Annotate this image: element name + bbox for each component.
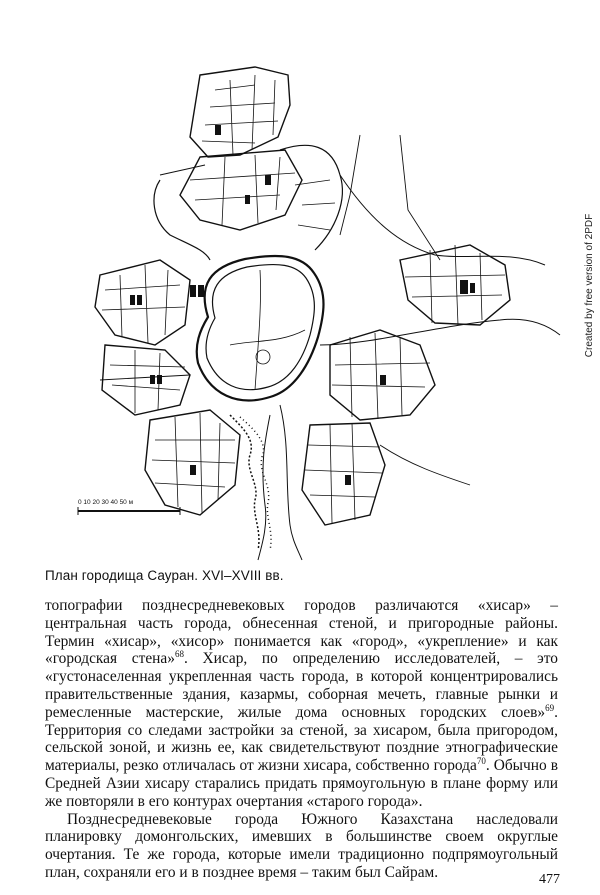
watermark: Created by free version of 2PDF <box>584 213 596 357</box>
paragraph-2: Позднесредневековые города Южного Казахстана наследовали планировку домонгольских, имевших в большинстве своем округлые очертания. Те же города, которые имели традиционно подпрямоугольный план, сохраняли его и в позднее время – таким был Сайрам. <box>45 810 558 881</box>
scale-bar <box>78 499 180 515</box>
footnote-ref-69[interactable]: 69 <box>545 702 555 713</box>
body-text <box>45 597 558 882</box>
scale-label: 0 10 20 30 40 50 м <box>78 499 134 506</box>
footnote-ref-70[interactable]: 70 <box>476 756 486 767</box>
figure-caption: План городища Сауран. XVI–XVIII вв. <box>45 568 284 583</box>
footnote-ref-68[interactable]: 68 <box>174 649 184 660</box>
ravine <box>230 415 259 550</box>
city-plan-map <box>40 45 570 565</box>
paragraph-1: топографии позднесредневековых городов различаются «хисар» – центральная часть города, обнесенная стеной, и пригородные районы. Термин «хисар», «хисор» понимается как «город», «укрепление» и как «городская стена»$^{68}$. Хисар, по определению исследователей, – это «густонаселенная укрепленная часть города, в которой концентрировались правительственные здания, казармы, соборная мечеть, главные рынки и ремесленные мастерские, жилые дома основных городских слоев»$^{69}$. Территория со следами застройки за стеной, за хисаром, была пригородом, сельской зоной, и жизнь ее, как свидетельствуют поздние этнографические материалы, резко отличалась от жизни хисара, собственно города$^{70}$. Обычно в Средней Азии хисару старались придать прямоугольную в плане форму или же повторяли в его контурах очертания «старого города». <box>45 597 558 810</box>
page-number: 477 <box>539 872 560 887</box>
